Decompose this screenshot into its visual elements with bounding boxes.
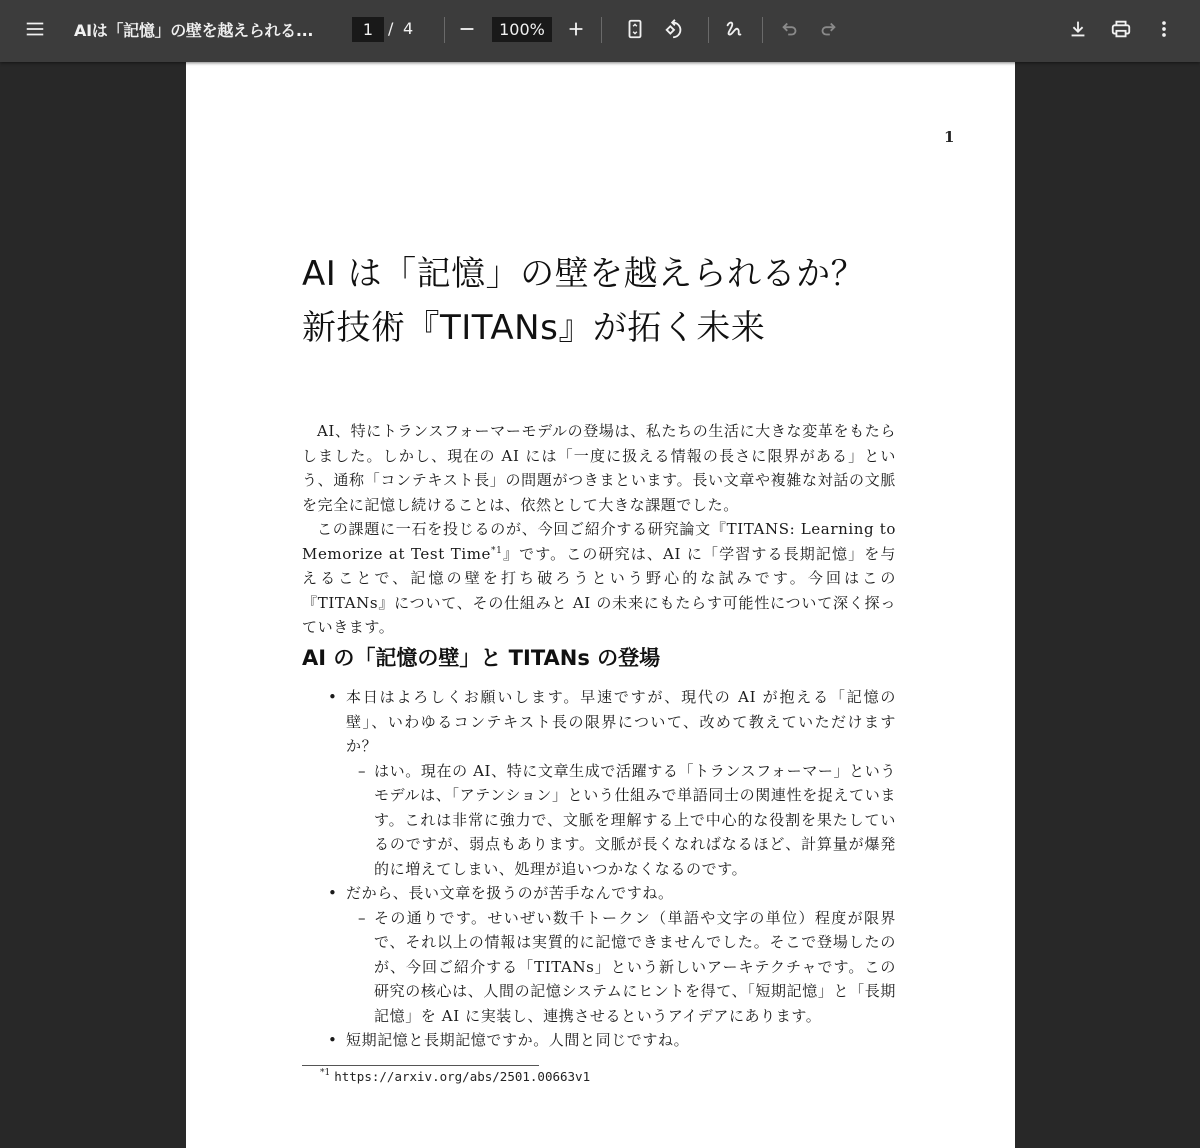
footnote-mark: *1 — [320, 1068, 331, 1078]
rotate-button[interactable] — [656, 11, 692, 47]
dash: – — [358, 761, 367, 780]
question-text: 短期記憶と長期記憶ですか。人間と同じですね。 — [346, 1031, 690, 1049]
zoom-in-button[interactable] — [558, 11, 594, 47]
toolbar-divider — [601, 17, 602, 43]
rotate-counterclockwise-icon — [663, 18, 685, 40]
answer-item — [302, 759, 896, 882]
intro-text — [302, 419, 896, 640]
undo-button[interactable] — [772, 11, 808, 47]
answer-text: はい。現在の AI、特に文章生成で活躍する「トランスフォーマー」というモデルは、「アテンション」という仕組みで単語同士の関連性を捉えています。これは非常に強力で、文脈を理解する上で中心的な役割を果たしているのですが、弱点もあります。文脈が長くなればなるほど、計算量が爆発的に増えてしまい、処理が追いつかなくなるのです。 — [374, 761, 896, 878]
bullet: • — [328, 1031, 338, 1049]
footnote-divider — [302, 1065, 539, 1066]
zoom-level-input[interactable] — [492, 17, 552, 42]
list-item — [302, 881, 896, 906]
plus-icon — [565, 18, 587, 40]
paragraph-2-text-cont: 』です。この研究は、AI に「学習する長期記憶」を与えることで、記憶の壁を打ち破ろうという野心的な試みです。今回はこの『TITANs』について、その仕組みと AI の未来にもたらす可能性について深く探っていきます。 — [302, 544, 896, 636]
minus-icon — [456, 18, 478, 40]
pdf-viewer-toolbar — [0, 0, 1200, 62]
print-button[interactable] — [1103, 11, 1139, 47]
fit-to-page-button[interactable] — [617, 11, 653, 47]
more-vert-icon — [1153, 18, 1175, 40]
hamburger-menu-icon — [24, 18, 46, 40]
bullet: • — [328, 688, 338, 706]
paragraph-2-text: この課題に一石を投じるのが、今回ご紹介する研究論文『TITANS: Learning to Memorize at Test Time — [302, 520, 896, 563]
page-number: 1 — [944, 128, 955, 146]
toolbar-divider — [444, 17, 445, 43]
paragraph-1: AI、特にトランスフォーマーモデルの登場は、私たちの生活に大きな変革をもたらしました。しかし、現在の AI には「一度に扱える情報の長さに限界がある」という、通称「コンテキスト長」の問題がつきまといます。長い文章や複雑な対話の文脈を完全に記憶し続けることは、依然として大きな課題でした。 — [302, 422, 896, 514]
footnote-link[interactable]: https://arxiv.org/abs/2501.00663v1 — [334, 1069, 591, 1084]
redo-icon — [817, 18, 839, 40]
redo-button[interactable] — [810, 11, 846, 47]
current-page-input[interactable] — [352, 17, 384, 42]
undo-icon — [779, 18, 801, 40]
answer-item — [302, 906, 896, 1029]
menu-button[interactable] — [17, 11, 53, 47]
download-icon — [1067, 18, 1089, 40]
document-title-heading — [302, 247, 912, 355]
bullet: • — [328, 884, 338, 902]
download-button[interactable] — [1060, 11, 1096, 47]
annotate-button[interactable] — [716, 11, 752, 47]
print-icon — [1110, 18, 1132, 40]
fit-to-page-icon — [624, 18, 646, 40]
total-pages: 4 — [403, 19, 414, 38]
qa-list — [302, 685, 896, 1053]
footnote-ref[interactable]: *1 — [491, 545, 503, 556]
toolbar-divider — [762, 17, 763, 43]
list-item — [302, 685, 896, 759]
footnote — [320, 1069, 590, 1084]
title-line-2: 新技術『TITANs』が拓く未来 — [302, 308, 766, 348]
question-text: 本日はよろしくお願いします。早速ですが、現代の AI が抱える「記憶の壁」、いわゆるコンテキスト長の限界について、改めて教えていただけますか？ — [346, 688, 896, 755]
paragraph-2 — [302, 517, 896, 640]
more-options-button[interactable] — [1146, 11, 1182, 47]
page-separator: / — [388, 19, 394, 38]
title-line-1: AI は「記憶」の壁を越えられるか？ — [302, 254, 866, 294]
pdf-page — [186, 62, 1015, 1148]
document-title: AIは「記憶」の壁を越えられる... — [74, 21, 314, 40]
question-text: だから、長い文章を扱うのが苦手なんですね。 — [346, 884, 674, 902]
section-heading: AI の「記憶の壁」と TITANs の登場 — [302, 646, 661, 670]
answer-text: その通りです。せいぜい数千トークン（単語や文字の単位）程度が限界で、それ以上の情報は実質的に記憶できませんでした。そこで登場したのが、今回ご紹介する「TITANs」という新しいアーキテクチャです。この研究の核心は、人間の記憶システムにヒントを得て、「短期記憶」と「長期記憶」を AI に実装し、連携させるというアイデアにあります。 — [374, 908, 896, 1025]
draw-annotation-icon — [723, 18, 745, 40]
dash: – — [358, 908, 367, 927]
zoom-out-button[interactable] — [449, 11, 485, 47]
toolbar-divider — [708, 17, 709, 43]
list-item — [302, 1028, 896, 1053]
